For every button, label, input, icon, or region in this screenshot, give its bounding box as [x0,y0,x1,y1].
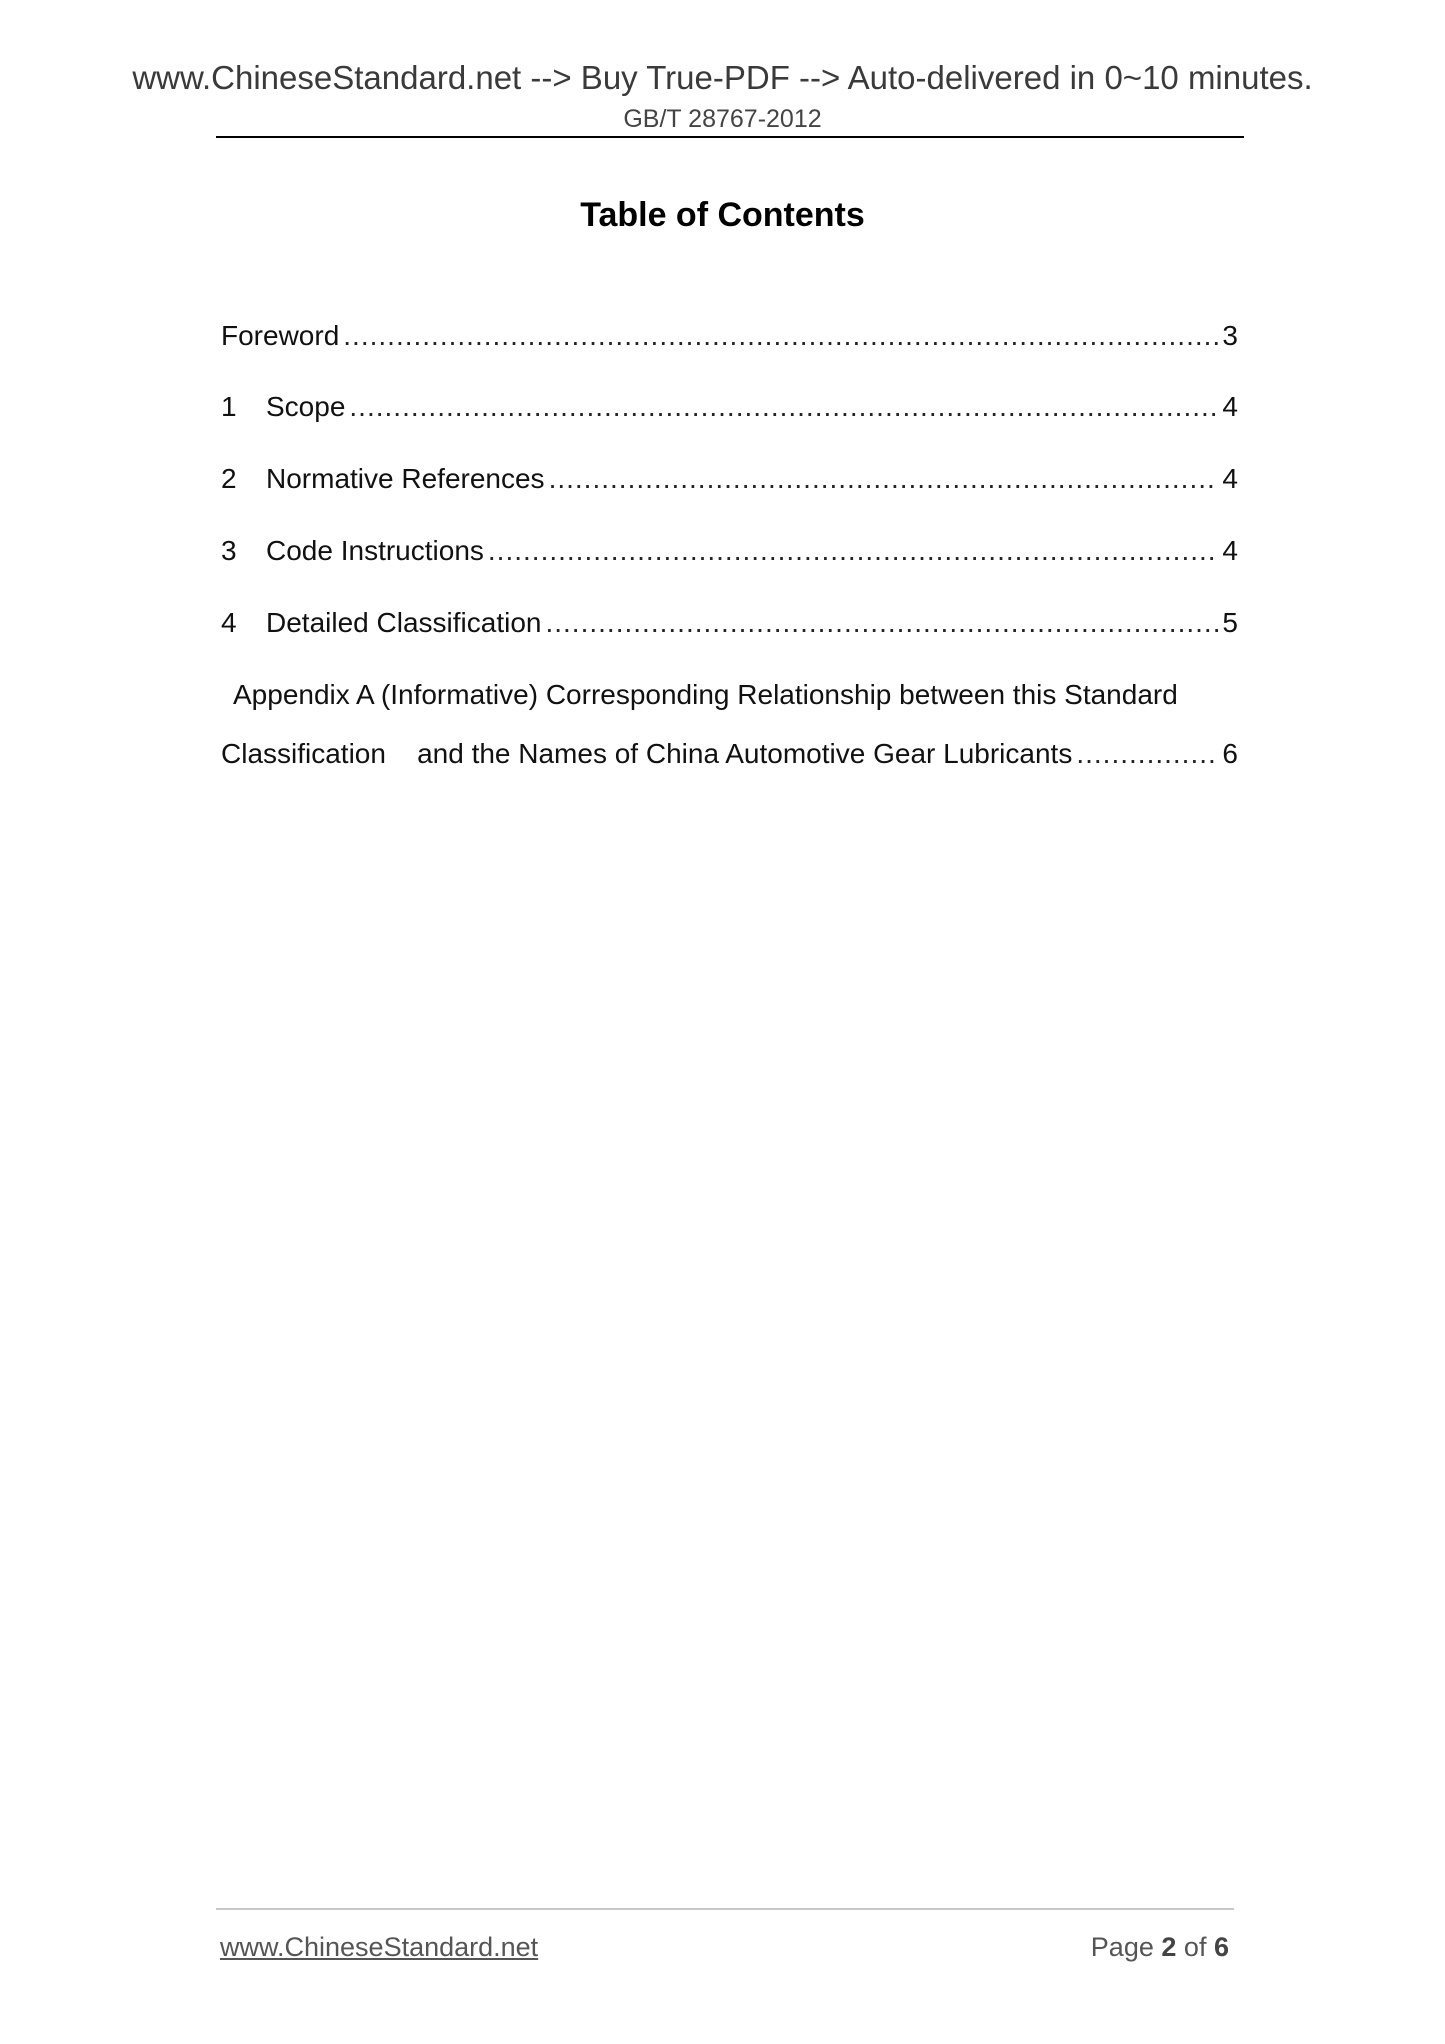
site-banner: www.ChineseStandard.net --> Buy True-PDF --> Auto-delivered in 0~10 minutes. [132,59,1313,96]
document-code: GB/T 28767-2012 [623,105,822,133]
toc-entry-number: 3 [221,535,237,566]
header-divider [216,136,1244,138]
toc-appendix-title-line1[interactable]: Appendix A (Informative) Corresponding Relationship between this Standard [233,679,1178,710]
toc-entry-detailed-classification[interactable] [221,603,1238,643]
page-total: 6 [1213,1932,1229,1962]
toc-entry-page: 5 [1222,607,1238,638]
toc-entry-normative-references[interactable] [221,459,1238,499]
toc-title: Table of Contents [580,196,865,234]
page-of: of [1183,1932,1207,1962]
toc-entry-appendix-a[interactable] [221,734,1238,774]
toc-dot-leader [349,387,1218,427]
toc-entry-page: 4 [1222,391,1238,422]
toc-entry-label: Foreword [221,320,340,351]
toc-entry-label: Detailed Classification [266,607,542,638]
toc-entry-code-instructions[interactable] [221,531,1238,571]
page-current: 2 [1161,1932,1177,1962]
toc-dot-leader [343,316,1218,356]
toc-dot-leader [549,459,1219,499]
footer-site-link[interactable]: www.ChineseStandard.net [220,1932,539,1962]
toc-entry-label: Normative References [266,463,545,494]
toc-entry-label: Scope [266,391,346,422]
page-prefix: Page [1090,1932,1154,1962]
toc-appendix-title-line2: Classification and the Names of China Automotive Gear Lubricants [221,738,1073,769]
toc-dot-leader [488,531,1219,571]
toc-entry-page: 3 [1222,320,1238,351]
toc-entry-scope[interactable] [221,387,1238,427]
toc-entry-page: 4 [1222,463,1238,494]
toc-entry-page: 6 [1222,738,1238,769]
footer-divider [216,1908,1234,1910]
toc-entry-page: 4 [1222,535,1238,566]
toc-entry-label: Code Instructions [266,535,484,566]
toc-entry-number: 2 [221,463,237,494]
toc-entry-number: 4 [221,607,237,638]
toc-entry-number: 1 [221,391,237,422]
toc-entry-foreword[interactable] [221,316,1238,356]
toc-dot-leader [1076,734,1218,774]
toc-dot-leader [545,603,1218,643]
page-indicator [1091,1930,1229,1964]
